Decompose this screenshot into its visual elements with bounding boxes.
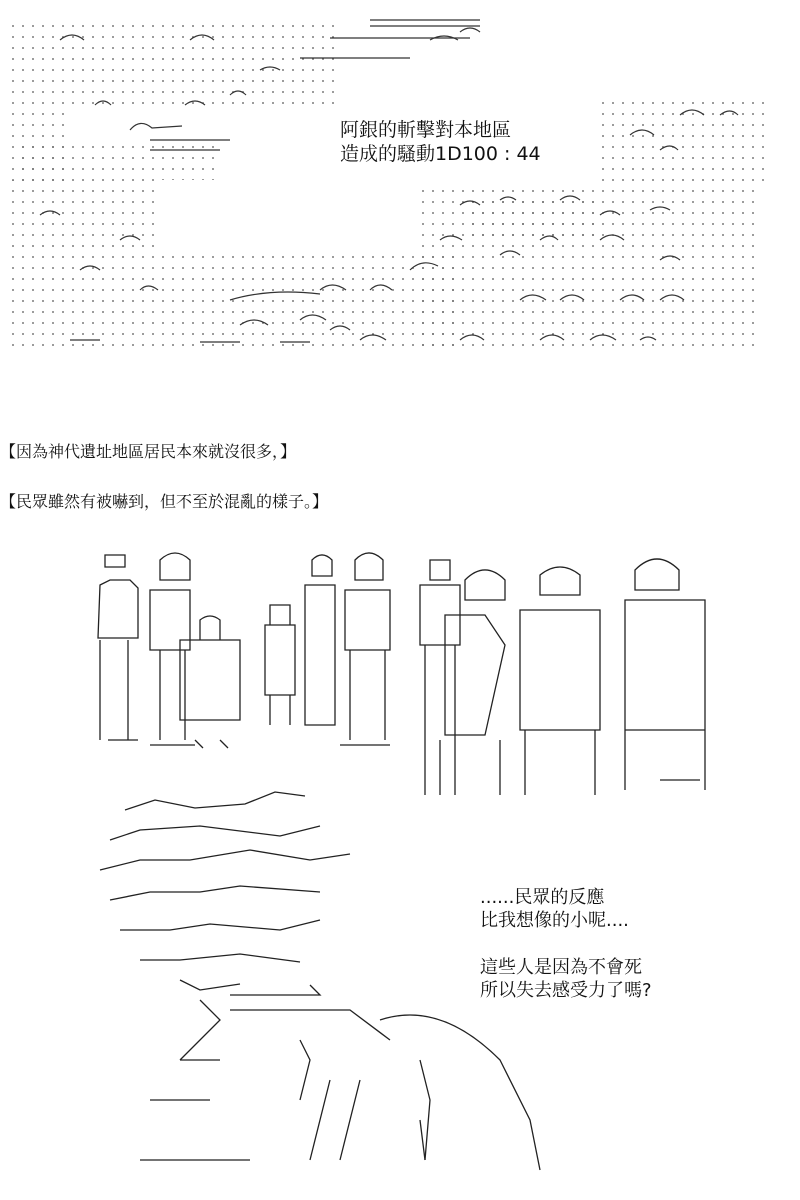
caption-line-2: 造成的騷動1D100 : 44 [340, 143, 541, 166]
monologue-line-3: 這些人是因為不會死 [480, 957, 642, 979]
monologue-line-1: ......民眾的反應 [480, 887, 605, 908]
narration-line-1: 【因為神代遺址地區居民本來就沒很多，】 [0, 442, 297, 461]
monologue-line-2: 比我想像的小呢.... [480, 910, 629, 932]
monologue-line-4: 所以失去感受力了嗎? [480, 980, 652, 1002]
caption-line-1: 阿銀的斬擊對本地區 [340, 119, 512, 141]
narration-line-2: 【民眾雖然有被嚇到，但不至於混亂的樣子。】 [0, 492, 329, 511]
cloud-caption [340, 118, 541, 167]
dust-cloud-scene [10, 18, 770, 350]
crowd-figures [98, 553, 705, 795]
monologue-text [480, 886, 652, 1002]
character-closeup [100, 792, 540, 1170]
